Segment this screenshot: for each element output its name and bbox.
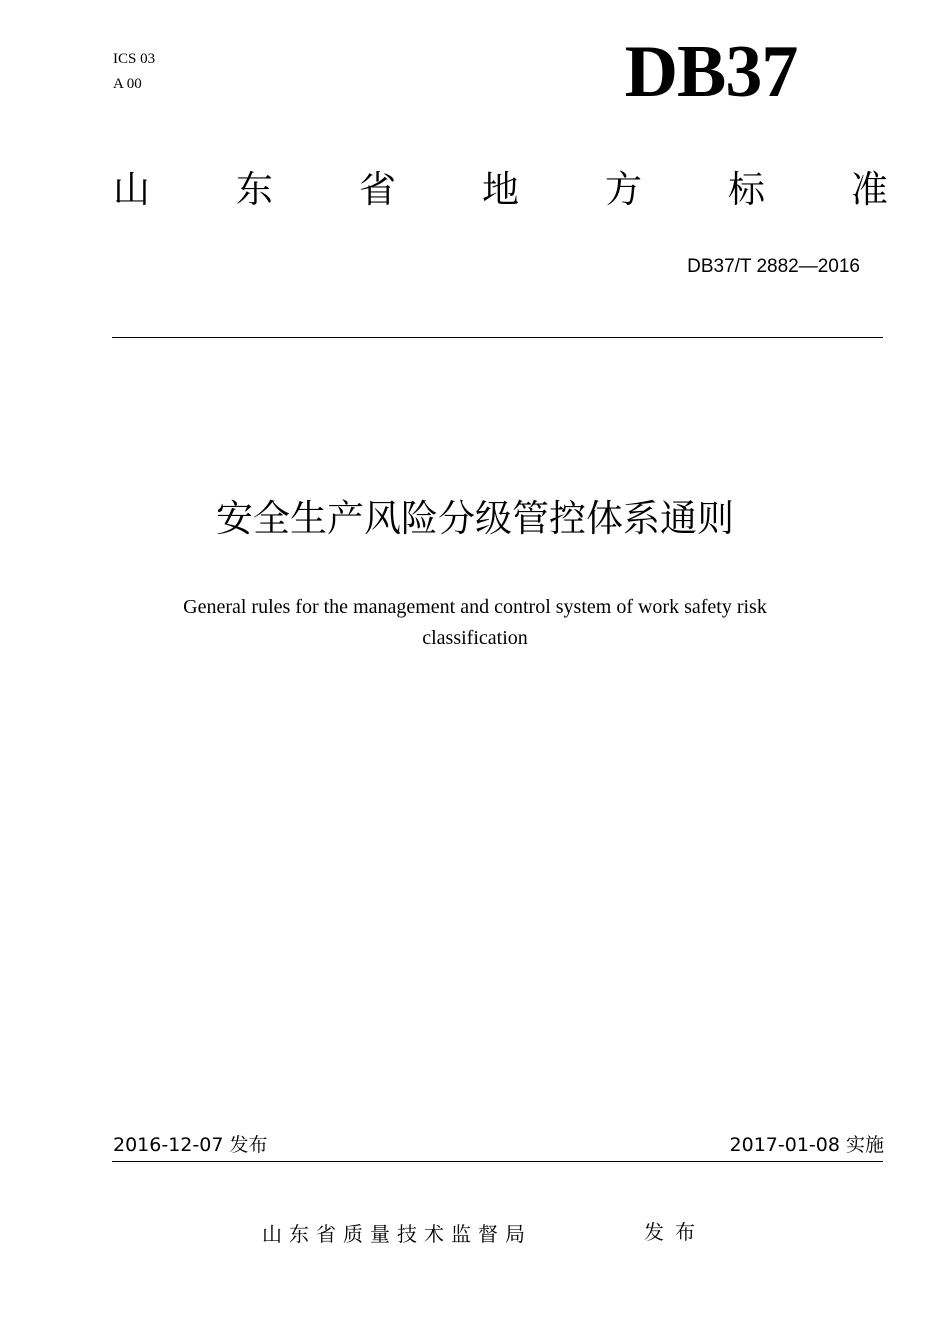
document-title-english <box>125 592 825 654</box>
document-title-chinese: 安全生产风险分级管控体系通则 <box>216 497 734 540</box>
english-title-line: General rules for the management and control system of work safety risk <box>183 596 767 618</box>
publish-label: 发布 <box>644 1220 706 1244</box>
top-divider <box>112 337 883 338</box>
standard-type-char: 东 <box>236 168 273 211</box>
standard-logo-db37: DB37 <box>624 31 798 113</box>
standard-type-char: 地 <box>482 168 519 211</box>
ics-code: ICS 03 <box>113 51 156 67</box>
standard-type-char: 山 <box>113 168 150 211</box>
english-title-line: classification <box>422 627 528 649</box>
issuing-authority: 山东省质量技术监督局 <box>262 1222 532 1246</box>
standard-type-heading <box>113 166 888 214</box>
bottom-divider <box>112 1161 883 1162</box>
standard-type-char: 准 <box>851 168 888 211</box>
implementation-date: 2017-01-08 实施 <box>729 1134 884 1156</box>
standard-type-char: 标 <box>728 168 765 211</box>
standard-type-char: 省 <box>359 168 396 211</box>
issue-date: 2016-12-07 发布 <box>113 1134 268 1156</box>
standard-number: DB37/T 2882—2016 <box>687 256 860 277</box>
ccs-code: A 00 <box>113 76 142 92</box>
standard-type-char: 方 <box>605 168 642 211</box>
